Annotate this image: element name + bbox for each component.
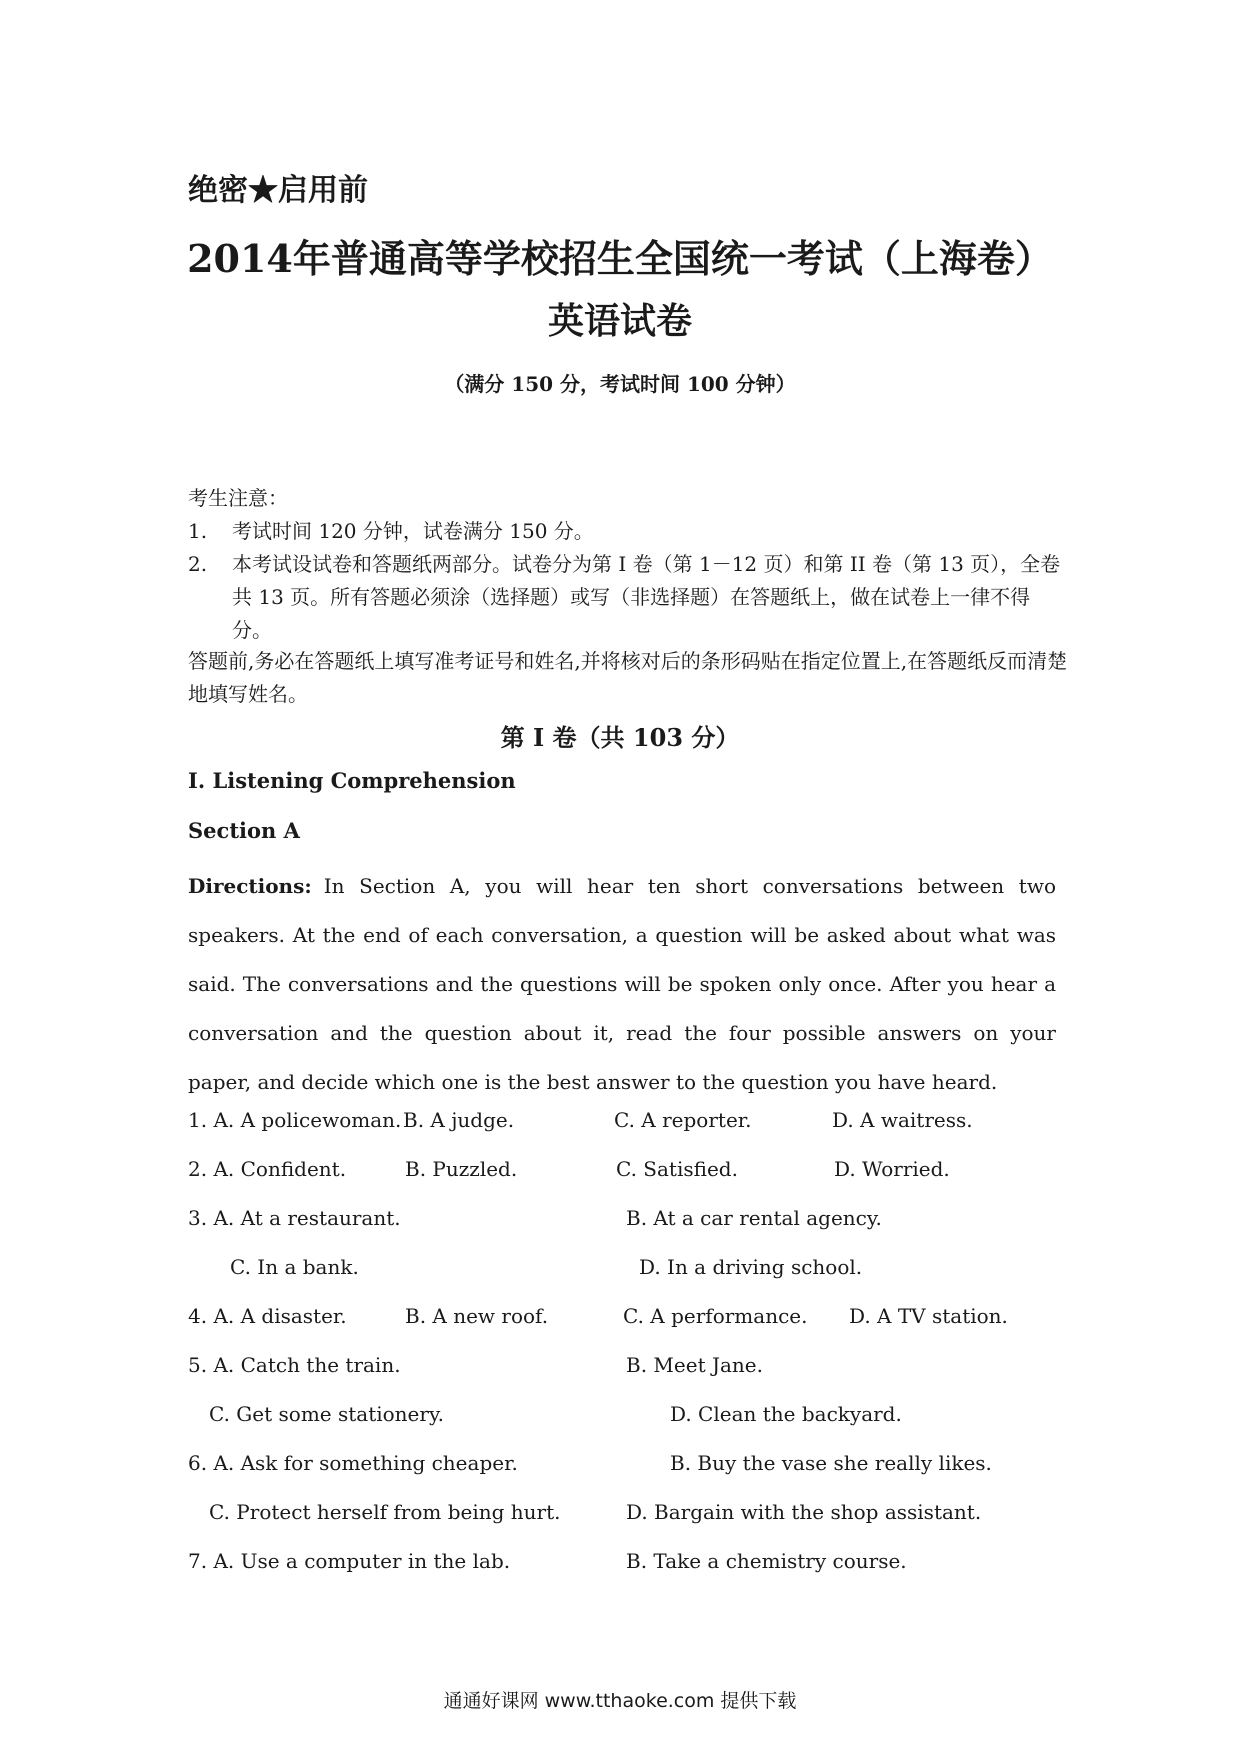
option-c: C. A reporter. — [614, 1108, 752, 1132]
question-item — [188, 1304, 1068, 1353]
option-b: B. Meet Jane. — [626, 1353, 763, 1377]
directions — [188, 862, 1056, 1107]
question-list — [188, 1108, 1068, 1598]
option-a: 7. A. Use a computer in the lab. — [188, 1549, 511, 1573]
section-a-heading: Section A — [188, 818, 300, 843]
option-b: B. At a car rental agency. — [626, 1206, 882, 1230]
option-d: D. In a driving school. — [639, 1255, 863, 1279]
option-c: C. Protect herself from being hurt. — [209, 1500, 561, 1524]
notice-list — [188, 515, 1068, 647]
score-info: （满分 150 分，考试时间 100 分钟） — [444, 372, 796, 396]
question-item — [188, 1157, 1068, 1206]
section-heading: I. Listening Comprehension — [188, 768, 516, 793]
directions-label: Directions: — [188, 874, 312, 898]
option-d: D. A TV station. — [849, 1304, 1008, 1328]
option-d: D. Bargain with the shop assistant. — [626, 1500, 982, 1524]
option-b: B. Puzzled. — [405, 1157, 518, 1181]
notice-item-number: 1. — [188, 519, 208, 543]
question-item — [188, 1353, 1068, 1402]
confidential-mark: 绝密★启用前 — [188, 173, 368, 208]
notice-item-text: 考试时间 120 分钟，试卷满分 150 分。 — [232, 519, 594, 543]
question-item — [188, 1255, 1068, 1304]
footer-watermark: 通通好课网 www.tthaoke.com 提供下载 — [443, 1690, 797, 1712]
subject-title: 英语试卷 — [547, 300, 692, 342]
question-item — [188, 1549, 1068, 1598]
option-d: D. Clean the backyard. — [670, 1402, 902, 1426]
notice-item-number: 2. — [188, 552, 208, 576]
option-d: D. A waitress. — [832, 1108, 973, 1132]
option-b: B. A judge. — [403, 1108, 515, 1132]
option-b: B. Buy the vase she really likes. — [670, 1451, 992, 1475]
part-title: 第 I 卷（共 103 分） — [500, 723, 740, 752]
question-item — [188, 1451, 1068, 1500]
option-b: B. A new roof. — [405, 1304, 549, 1328]
option-a: 6. A. Ask for something cheaper. — [188, 1451, 518, 1475]
option-d: D. Worried. — [834, 1157, 950, 1181]
question-item — [188, 1108, 1068, 1157]
option-a: 5. A. Catch the train. — [188, 1353, 401, 1377]
notice-item — [188, 548, 1068, 647]
option-c: C. Get some stationery. — [209, 1402, 444, 1426]
exam-title: 2014年普通高等学校招生全国统一考试（上海卷） — [187, 236, 1053, 281]
option-a: 2. A. Confident. — [188, 1157, 347, 1181]
option-c: C. In a bank. — [230, 1255, 359, 1279]
option-a: 1. A. A policewoman. — [188, 1108, 402, 1132]
option-a: 3. A. At a restaurant. — [188, 1206, 401, 1230]
notice-item — [188, 515, 1068, 548]
notice-item-text: 本考试设试卷和答题纸两部分。试卷分为第 I 卷（第 1－12 页）和第 II 卷（第 13 页），全卷共 13 页。所有答题必须涂（选择题）或写（非选择题）在答题纸上，做在试卷上一律不得分。 — [232, 552, 1061, 642]
notice-title: 考生注意： — [188, 486, 288, 510]
directions-text: In Section A, you will hear ten short conversations between two speakers. At the end of each conversation, a question will be asked about what was said. The conversations and the questions will be spoken only once. After you hear a conversation and the question about it, read the four possible answers on your paper, and decide which one is the best answer to the question you have heard. — [188, 874, 1056, 1094]
option-a: 4. A. A disaster. — [188, 1304, 347, 1328]
question-item — [188, 1402, 1068, 1451]
option-c: C. A performance. — [623, 1304, 808, 1328]
question-item — [188, 1206, 1068, 1255]
notice-extra: 答题前,务必在答题纸上填写准考证号和姓名,并将核对后的条形码贴在指定位置上,在答题纸反而清楚地填写姓名。 — [188, 649, 1068, 706]
option-b: B. Take a chemistry course. — [626, 1549, 907, 1573]
question-item — [188, 1500, 1068, 1549]
option-c: C. Satisfied. — [616, 1157, 738, 1181]
